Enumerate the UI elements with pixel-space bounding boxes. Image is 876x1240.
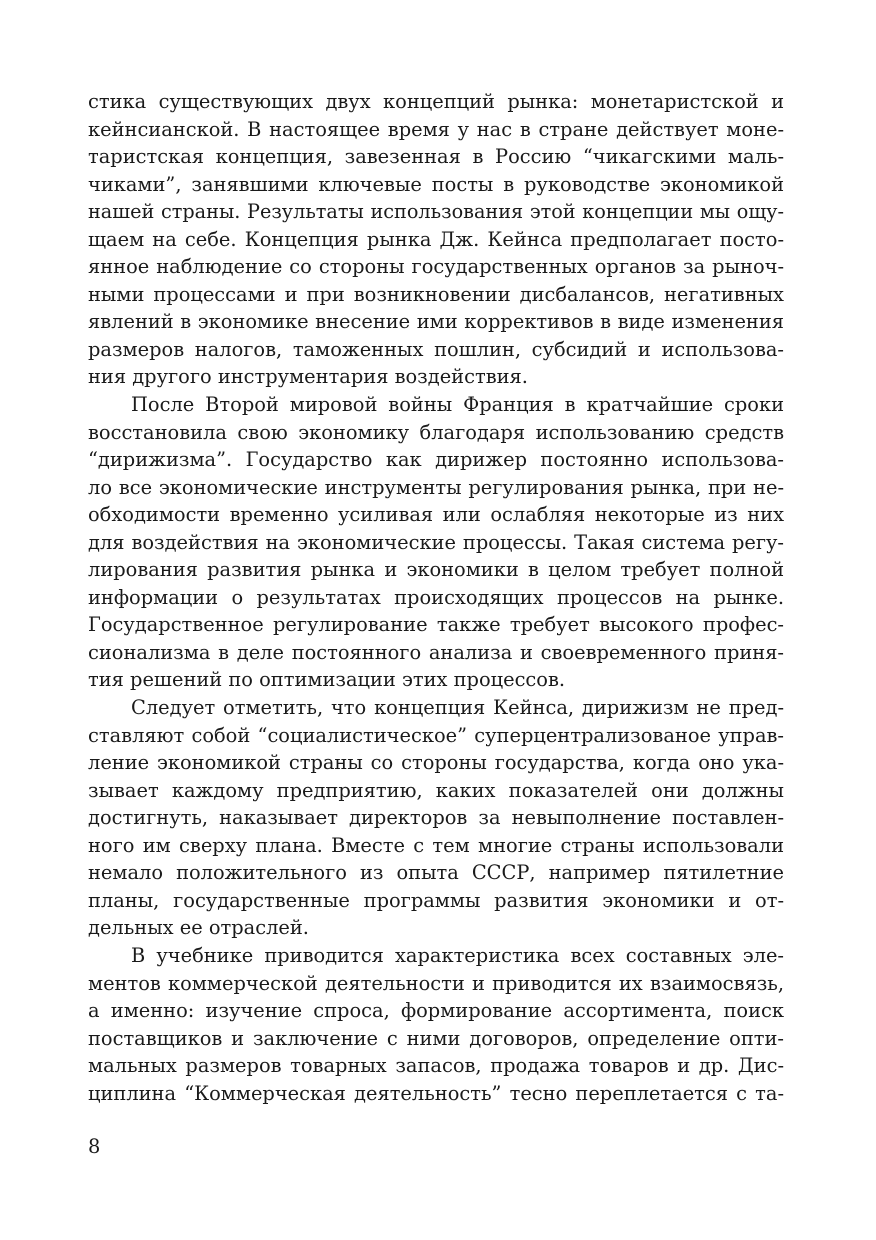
text-line: размеров налогов, таможенных пошлин, субсидий и использова- <box>88 337 784 361</box>
text-line: ния другого инструментария воздействия. <box>88 365 528 389</box>
text-line: ментов коммерческой деятельности и приводится их взаимосвязь, <box>88 971 784 995</box>
text-line: щаем на себе. Концепция рынка Дж. Кейнса предполагает посто- <box>88 227 784 251</box>
text-line: информации о результатах происходящих процессов на рынке. <box>88 585 784 609</box>
text-line: сионализма в деле постоянного анализа и своевременного приня- <box>88 640 784 664</box>
text-line: Государственное регулирование также требует высокого профес- <box>88 613 784 637</box>
text-line: После Второй мировой войны Франция в кратчайшие сроки <box>131 393 784 417</box>
text-line: достигнуть, наказывает директоров за невыполнение поставлен- <box>88 806 784 830</box>
text-line: дельных ее отраслей. <box>88 916 309 940</box>
text-line: ло все экономические инструменты регулирования рынка, при не- <box>88 475 784 499</box>
text-line: циплина “Коммерческая деятельность” тесно переплетается с та- <box>88 1081 784 1105</box>
text-line: ного им сверху плана. Вместе с тем многие страны использовали <box>88 833 784 857</box>
paragraph-3 <box>88 694 784 942</box>
text-line: нашей страны. Результаты использования этой концепции мы ощу- <box>88 200 784 224</box>
text-line: янное наблюдение со стороны государственных органов за рыноч- <box>88 255 784 279</box>
paragraph-1 <box>88 88 784 391</box>
text-line: ление экономикой страны со стороны государства, когда оно ука- <box>88 751 784 775</box>
text-line: таристская концепция, завезенная в Россию “чикагскими маль- <box>88 145 784 169</box>
text-line: зывает каждому предприятию, каких показателей они должны <box>88 778 784 802</box>
text-line: явлений в экономике внесение ими коррективов в виде изменения <box>88 310 784 334</box>
text-line: планы, государственные программы развития экономики и от- <box>88 888 784 912</box>
page-number: 8 <box>88 1135 101 1158</box>
text-line: обходимости временно усиливая или ослабляя некоторые из них <box>88 503 784 527</box>
text-line: Следует отметить, что концепция Кейнса, дирижизм не пред- <box>131 696 784 720</box>
text-line: немало положительного из опыта СССР, например пятилетние <box>88 861 784 885</box>
text-line: поставщиков и заключение с ними договоров, определение опти- <box>88 1026 784 1050</box>
text-line: а именно: изучение спроса, формирование ассортимента, поиск <box>88 999 784 1023</box>
text-line: “дирижизма”. Государство как дирижер постоянно использова- <box>88 448 784 472</box>
text-line: мальных размеров товарных запасов, продажа товаров и др. Дис- <box>88 1054 784 1078</box>
text-line: стика существующих двух концепций рынка: монетаристской и <box>88 90 784 113</box>
text-line: для воздействия на экономические процессы. Такая система регу- <box>88 530 784 554</box>
page-body-text <box>88 88 784 1107</box>
text-line: ставляют собой “социалистическое” суперцентрализованое управ- <box>88 723 784 747</box>
text-line: восстановила свою экономику благодаря использованию средств <box>88 420 784 444</box>
text-line: В учебнике приводится характеристика всех составных эле- <box>131 943 784 967</box>
paragraph-2 <box>88 391 784 694</box>
paragraph-4 <box>88 942 784 1107</box>
text-line: чиками”, занявшими ключевые посты в руководстве экономикой <box>88 172 784 196</box>
text-line: ными процессами и при возникновении дисбалансов, негативных <box>88 282 784 306</box>
text-line: лирования развития рынка и экономики в целом требует полной <box>88 558 784 582</box>
text-line: тия решений по оптимизации этих процессов. <box>88 668 566 692</box>
text-line: кейнсианской. В настоящее время у нас в стране действует моне- <box>88 117 784 141</box>
